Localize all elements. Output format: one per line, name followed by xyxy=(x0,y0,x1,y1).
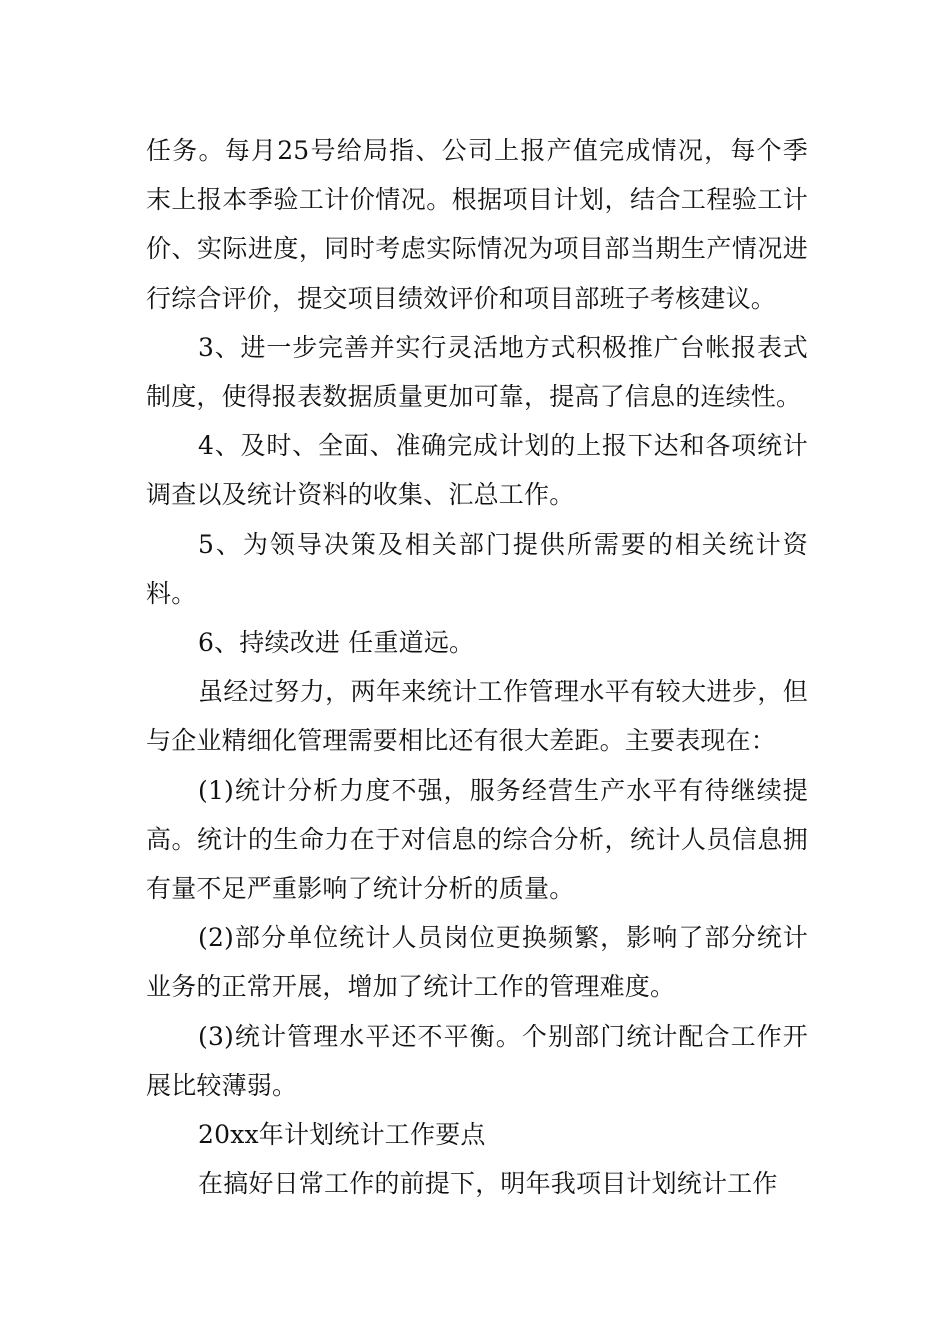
paragraph-continuation: 任务。每月25号给局指、公司上报产值完成情况，每个季末上报本季验工计价情况。根据项目计划，结合工程验工计价、实际进度，同时考虑实际情况为项目部当期生产情况进行综合评价，提交项目绩效评价和项目部班子考核建议。 xyxy=(146,136,808,313)
paragraph-item-6: 6、持续改进 任重道远。 xyxy=(198,628,475,658)
paragraph-issue-3: (3)统计管理水平还不平衡。个别部门统计配合工作开展比较薄弱。 xyxy=(146,1021,808,1100)
paragraph-issue-2: (2)部分单位统计人员岗位更换频繁，影响了部分统计业务的正常开展，增加了统计工作的管理难度。 xyxy=(146,923,808,1002)
paragraph-item-4: 4、及时、全面、准确完成计划的上报下达和各项统计调查以及统计资料的收集、汇总工作。 xyxy=(146,431,808,510)
paragraph-item-5: 5、为领导决策及相关部门提供所需要的相关统计资料。 xyxy=(146,529,808,608)
paragraph-summary: 虽经过努力，两年来统计工作管理水平有较大进步，但与企业精细化管理需要相比还有很大差距。主要表现在： xyxy=(146,677,808,756)
paragraph-item-3: 3、进一步完善并实行灵活地方式积极推广台帐报表式制度，使得报表数据质量更加可靠，提高了信息的连续性。 xyxy=(146,332,808,412)
paragraph-issue-1: (1)统计分析力度不强，服务经营生产水平有待继续提高。统计的生命力在于对信息的综合分析，统计人员信息拥有量不足严重影响了统计分析的质量。 xyxy=(146,775,808,904)
section-heading: 20xx年计划统计工作要点 xyxy=(198,1120,486,1150)
document-body xyxy=(146,126,808,1208)
paragraph-plan-intro: 在搞好日常工作的前提下，明年我项目计划统计工作 xyxy=(198,1169,778,1199)
